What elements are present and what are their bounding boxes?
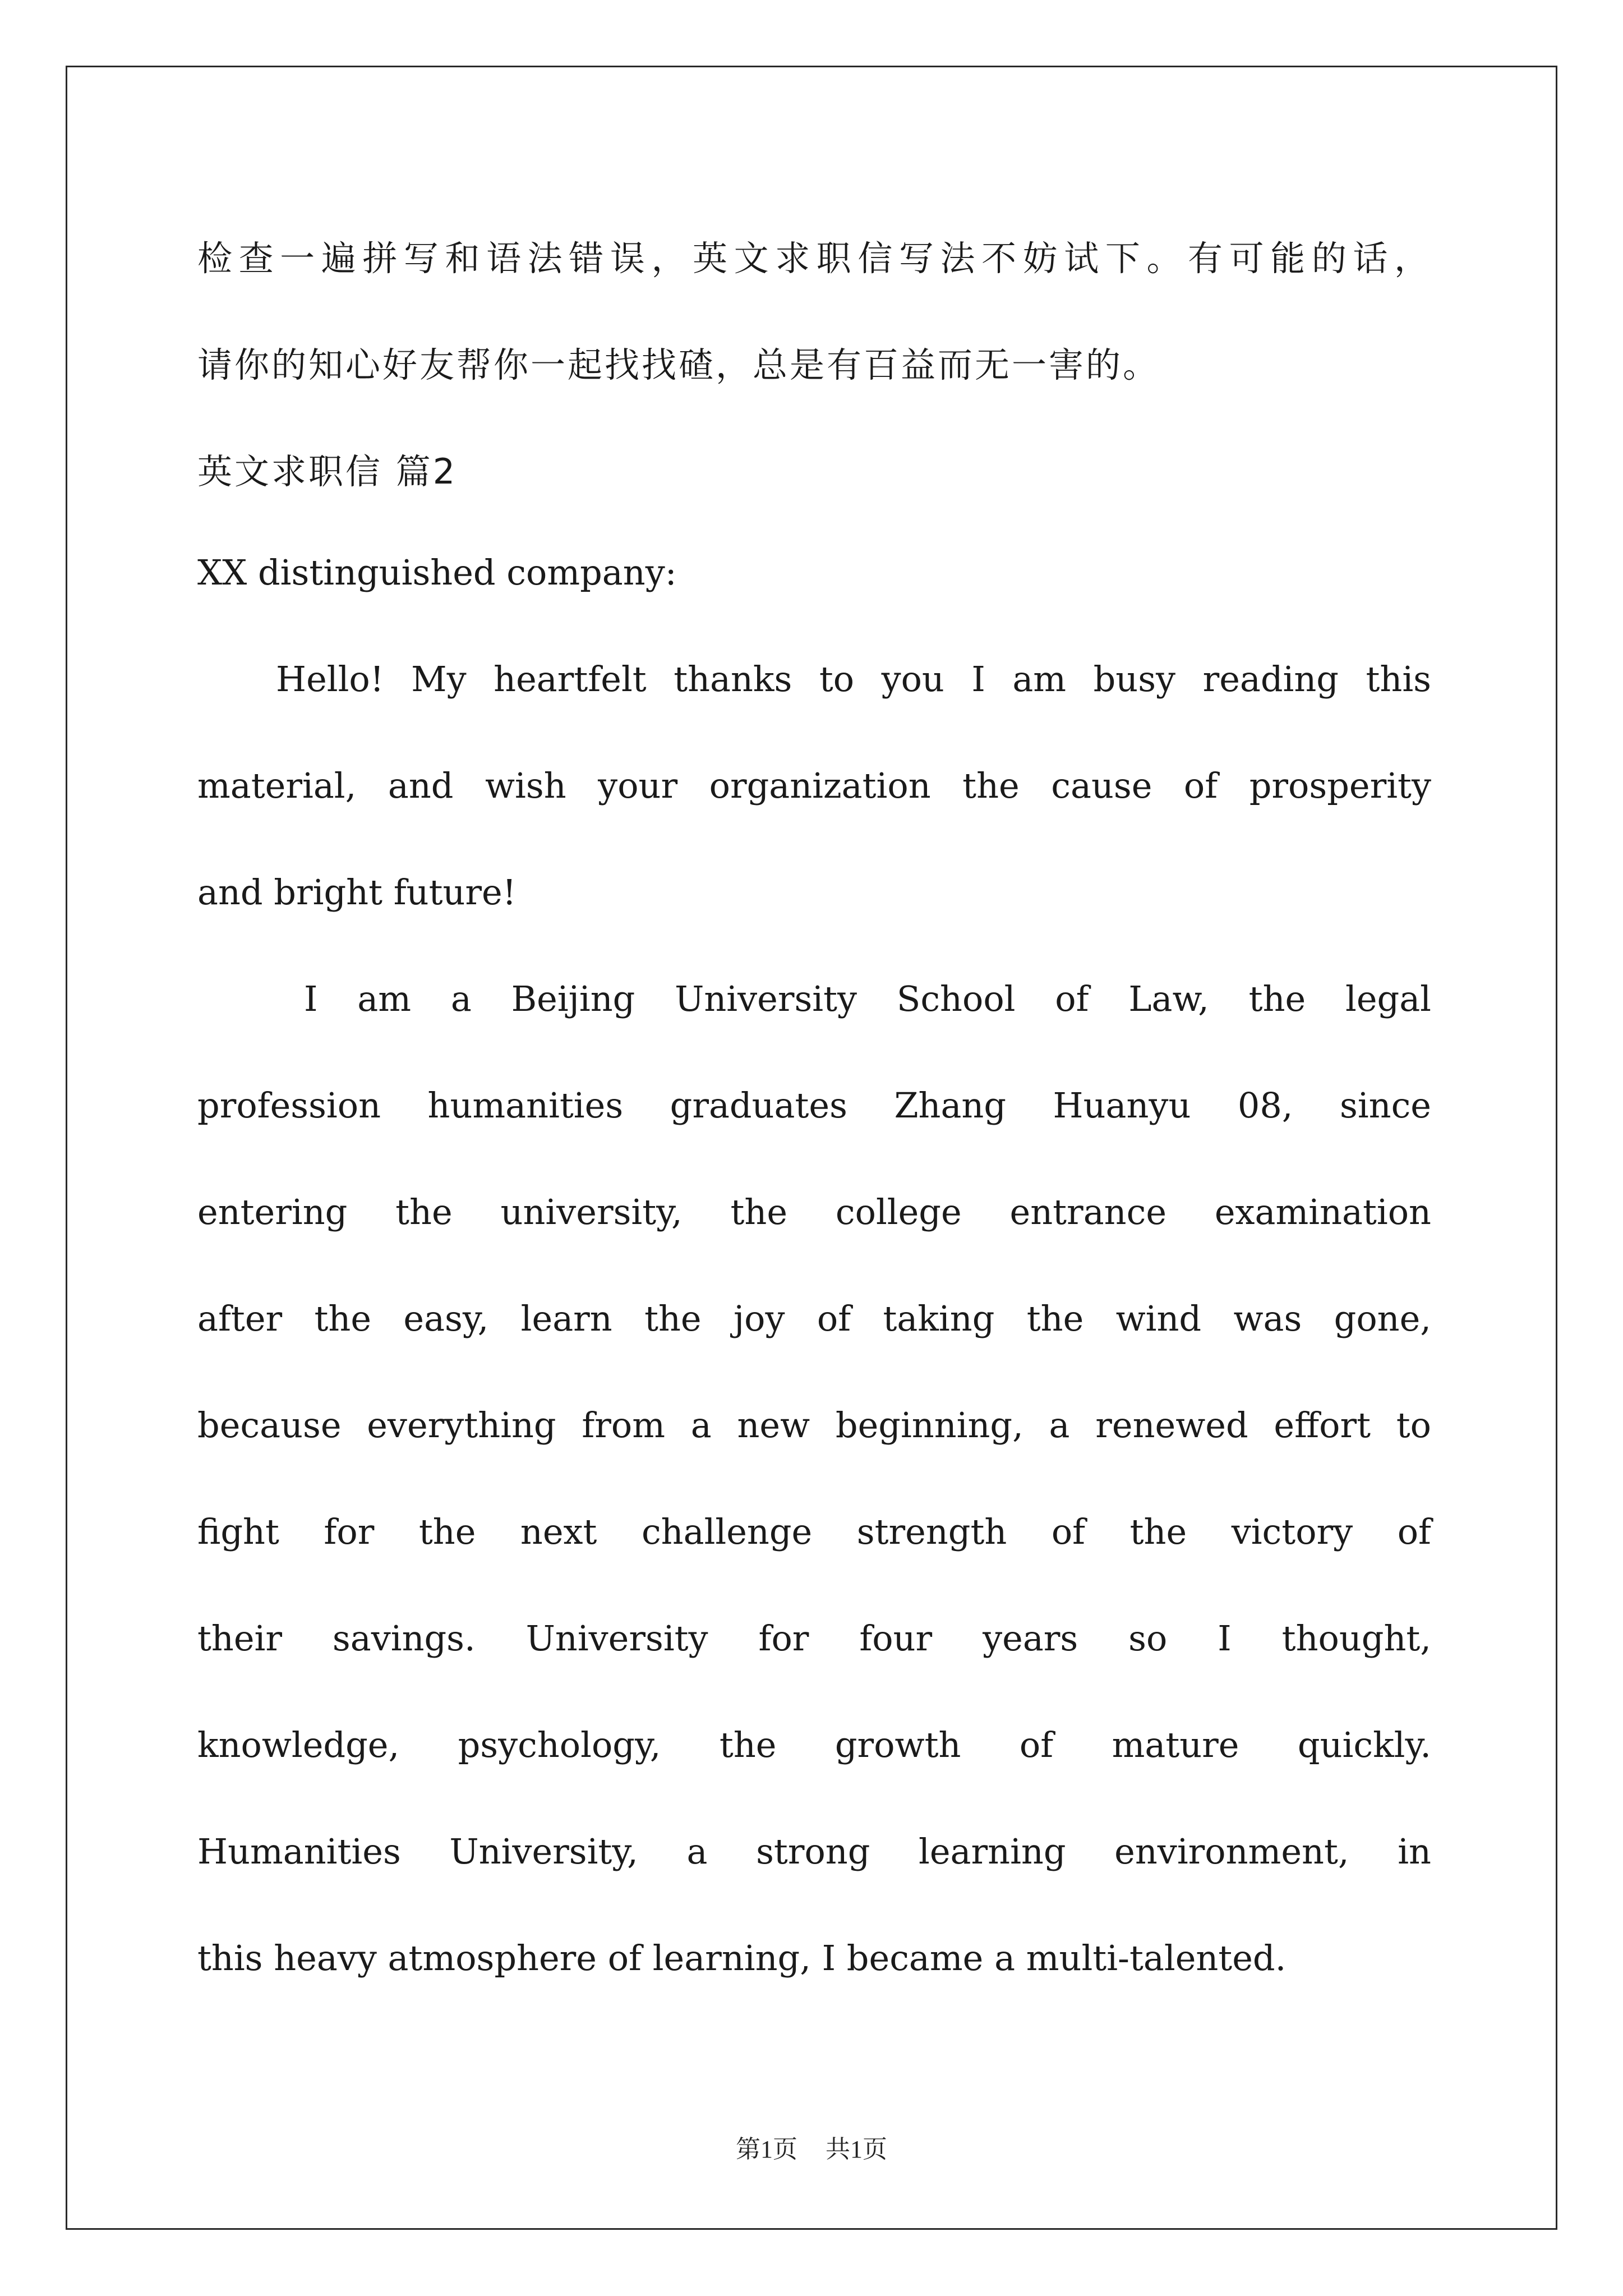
page-border [66, 66, 1557, 2230]
paragraph-line: Hello! My heartfelt thanks to you I am busy reading this [276, 659, 1431, 700]
paragraph-line: this heavy atmosphere of learning, I became a multi-talented. [197, 1938, 1287, 1978]
paragraph-line: knowledge, psychology, the growth of mature quickly. [197, 1724, 1431, 1765]
paragraph-line: because everything from a new beginning, a renewed effort to [197, 1405, 1431, 1446]
section-heading: 英文求职信 篇2 [197, 451, 458, 492]
paragraph-line: material, and wish your organization the cause of prosperity [197, 765, 1431, 806]
paragraph-line: after the easy, learn the joy of taking the wind was gone, [197, 1298, 1431, 1339]
paragraph-line: fight for the next challenge strength of the victory of [197, 1511, 1431, 1552]
page-footer [0, 2129, 1623, 2165]
paragraph-line: Humanities University, a strong learning environment, in [197, 1831, 1431, 1872]
page-number: 第1页 [736, 2136, 797, 2163]
paragraph-line: their savings. University for four years so I thought, [197, 1618, 1431, 1659]
salutation: XX distinguished company: [197, 552, 677, 593]
page-total: 共1页 [826, 2136, 887, 2163]
paragraph-line: and bright future! [197, 872, 517, 913]
paragraph-line: entering the university, the college entrance examination [197, 1191, 1431, 1232]
intro-line: 检查一遍拼写和语法错误，英文求职信写法不妨试下。有可能的话， [197, 238, 1431, 279]
paragraph-line: profession humanities graduates Zhang Huanyu 08, since [197, 1085, 1431, 1126]
paragraph-line: I am a Beijing University School of Law, the legal [304, 978, 1431, 1019]
intro-line: 请你的知心好友帮你一起找找碴，总是有百益而无一害的。 [197, 344, 1160, 385]
